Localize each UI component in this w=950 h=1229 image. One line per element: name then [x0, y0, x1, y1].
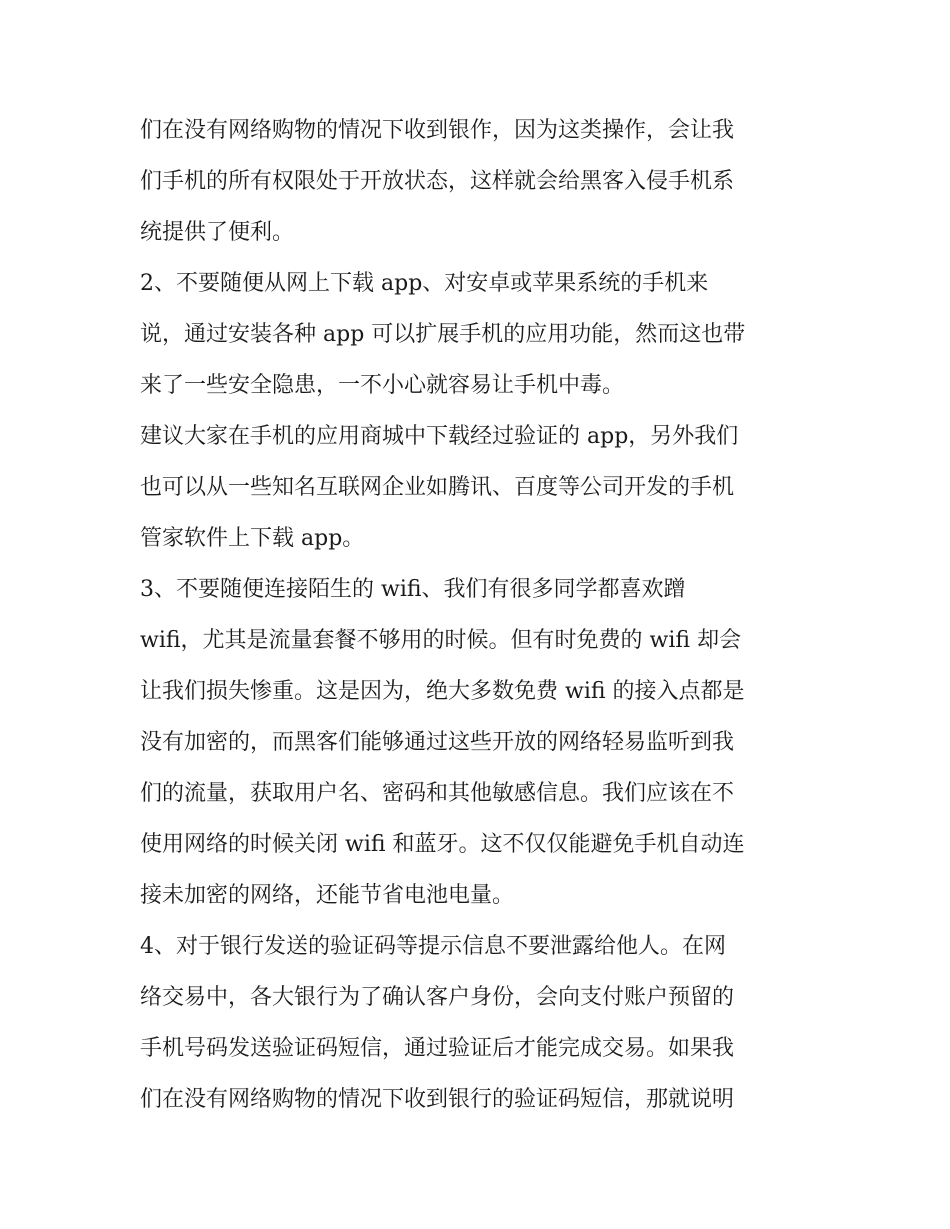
text-line-18: 络交易中，各大银行为了确认客户身份，会向支付账户预留的: [140, 985, 735, 1010]
text-line-9: 管家软件上下载 app。: [140, 526, 365, 551]
text-line-7: 建议大家在手机的应用商城中下载经过验证的 app，另外我们: [140, 424, 739, 449]
text-line-1: 们在没有网络购物的情况下收到银作，因为这类操作，会让我: [140, 118, 735, 143]
text-line-8: 也可以从一些知名互联网企业如腾讯、百度等公司开发的手机: [140, 475, 735, 500]
text-line-5: 说，通过安装各种 app 可以扩展手机的应用功能，然而这也带: [140, 322, 746, 347]
text-line-12: 让我们损失惨重。这是因为，绝大多数免费 wifi 的接入点都是: [140, 679, 745, 704]
text-line-11: wifi，尤其是流量套餐不够用的时候。但有时免费的 wifi 却会: [140, 628, 742, 653]
text-line-6: 来了一些安全隐患，一不小心就容易让手机中毒。: [140, 373, 625, 398]
text-line-17: 4、对于银行发送的验证码等提示信息不要泄露给他人。在网: [140, 934, 726, 959]
text-line-14: 们的流量，获取用户名、密码和其他敏感信息。我们应该在不: [140, 781, 735, 806]
text-line-16: 接未加密的网络，还能节省电池电量。: [140, 883, 515, 908]
body-text: [140, 110, 820, 1130]
text-line-20: 们在没有网络购物的情况下收到银行的验证码短信，那就说明: [140, 1087, 735, 1112]
text-line-2: 们手机的所有权限处于开放状态，这样就会给黑客入侵手机系: [140, 169, 735, 194]
text-line-19: 手机号码发送验证码短信，通过验证后才能完成交易。如果我: [140, 1036, 735, 1061]
text-line-10: 3、不要随便连接陌生的 wifi、我们有很多同学都喜欢蹭: [140, 577, 686, 602]
text-line-13: 没有加密的，而黑客们能够通过这些开放的网络轻易监听到我: [140, 730, 735, 755]
text-line-3: 统提供了便利。: [140, 220, 295, 245]
text-line-4: 2、不要随便从网上下载 app、对安卓或苹果系统的手机来: [140, 271, 709, 296]
text-line-15: 使用网络的时候关闭 wifi 和蓝牙。这不仅仅能避免手机自动连: [140, 832, 745, 857]
